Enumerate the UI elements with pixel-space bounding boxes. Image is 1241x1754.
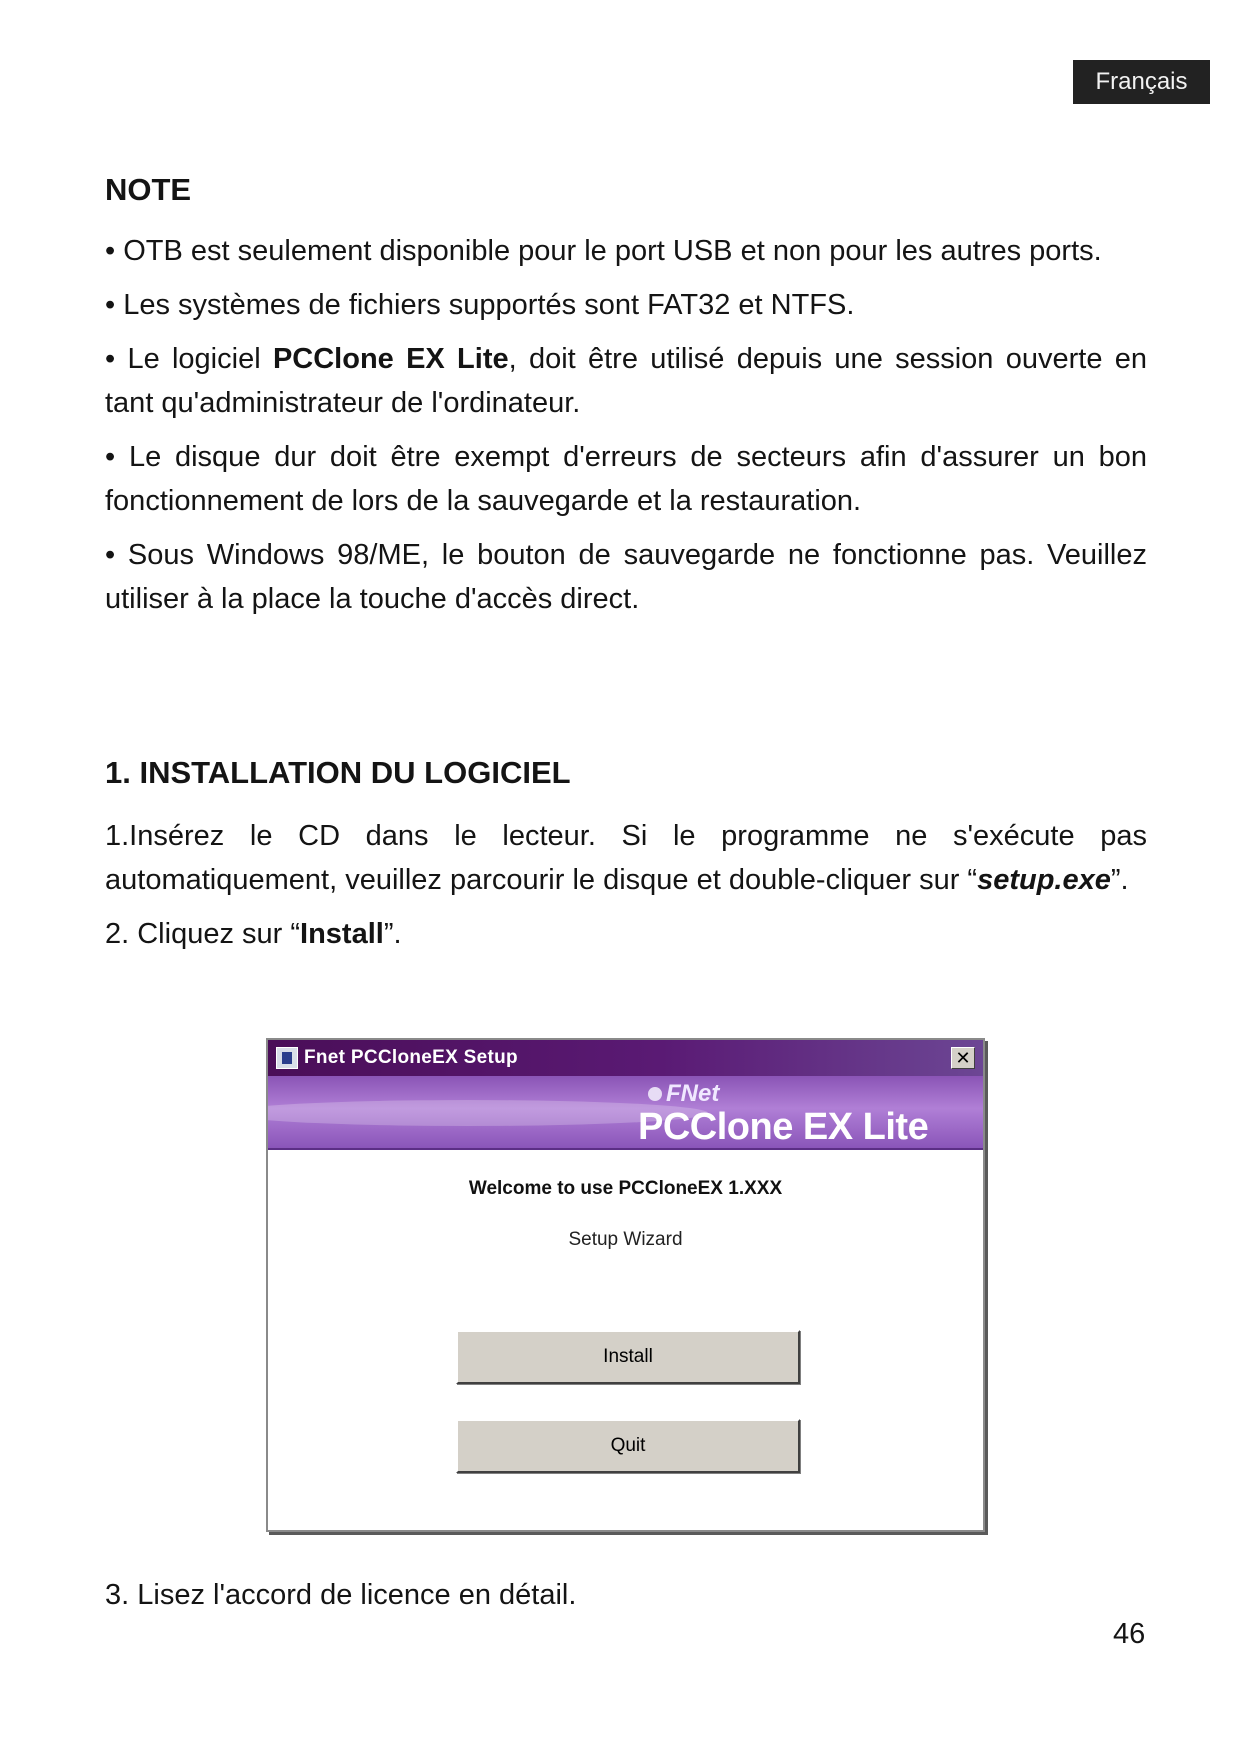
product-banner [268,1076,983,1150]
installation-section [105,755,1147,791]
note-section [105,172,1147,208]
welcome-text: Welcome to use PCCloneEX 1.XXX [468,1178,783,1199]
setup-exe-filename: setup.exe [977,864,1111,896]
note-item-otb: • OTB est seulement disponible pour le port USB et non pour les autres ports. [105,235,1102,267]
quit-button[interactable]: Quit [456,1419,800,1473]
close-icon: ✕ [955,1047,971,1068]
dialog-title: Fnet PCCloneEX Setup [304,1047,518,1068]
page-number: 46 [1113,1618,1146,1650]
step-2 [105,912,1147,956]
step-2-text: 2. Cliquez sur “ [105,918,301,950]
product-name: PCClone EX Lite [272,343,509,375]
product-logo-text: PCClone EX Lite [638,1106,929,1148]
note-heading: NOTE [105,172,192,207]
setup-app-icon [276,1047,298,1069]
close-button[interactable] [951,1047,975,1069]
dialog-titlebar[interactable] [268,1040,983,1076]
note-item-filesystems: • Les systèmes de fichiers supportés sont FAT32 et NTFS. [105,289,855,321]
note-item-windows: • Sous Windows 98/ME, le bouton de sauvegarde ne fonctionne pas. Veuillez utiliser à la place la touche d'accès direct. [105,539,1147,615]
fnet-logo-icon [648,1087,662,1101]
note-item-admin-post: , doit être utilisé depuis une session ouverte en tant qu'administrateur de l'ordinateur. [105,343,1147,419]
install-keyword: Install [300,918,384,950]
step-3-block [105,1573,1147,1617]
install-button[interactable]: Install [456,1330,800,1384]
language-tag: Français [1073,60,1210,104]
installation-steps [105,814,1147,956]
note-list [105,229,1147,621]
step-3: 3. Lisez l'accord de licence en détail. [105,1579,577,1611]
note-item-admin-pre: • Le logiciel [105,343,273,375]
fnet-logo-text: FNet [666,1080,720,1107]
step-1-end: ”. [1110,864,1129,896]
step-2-end: ”. [383,918,402,950]
setup-dialog [266,1038,985,1532]
installation-heading: 1. INSTALLATION DU LOGICIEL [105,755,571,790]
note-item-admin [105,337,1147,425]
step-1-text: 1.Insérez le CD dans le lecteur. Si le programme ne s'exécute pas automatiquement, veuillez parcourir le disque et double-cliquer sur “ [105,820,1147,896]
fnet-logo [648,1080,719,1108]
step-1 [105,814,1147,902]
setup-wizard-label: Setup Wizard [568,1229,683,1250]
note-item-sectors: • Le disque dur doit être exempt d'erreurs de secteurs afin d'assurer un bon fonctionnement de lors de la sauvegarde et la restauration. [105,441,1147,517]
